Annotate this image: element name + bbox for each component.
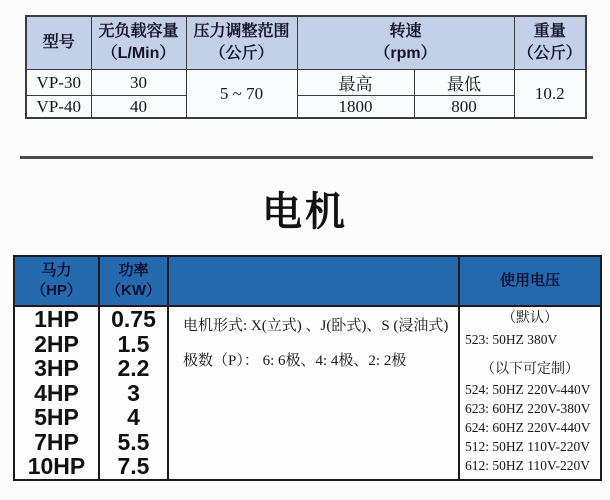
motor-header-row — [14, 256, 601, 306]
motor-voltage-column — [459, 306, 601, 480]
pump-header-model — [26, 16, 91, 70]
section-title: 电机 — [262, 190, 348, 234]
hp-value: 5HP — [34, 404, 79, 430]
pump-row-vp30 — [26, 70, 586, 96]
section-divider — [20, 156, 593, 159]
pump-speed-max-value: 1800 — [297, 96, 414, 119]
voltage-option: 512: 50HZ 110V-220V — [465, 439, 591, 454]
pump-weight-cell: 10.2 — [514, 70, 586, 119]
motor-spec-table — [13, 255, 602, 481]
pump-speed-min-value: 800 — [414, 96, 514, 119]
hp-value: 4HP — [34, 379, 79, 406]
pump-header-model-label: 型号 — [42, 34, 75, 51]
motor-body-row — [14, 306, 601, 480]
hp-value: 2HP — [34, 330, 79, 357]
voltage-default-label: （默认） — [502, 311, 558, 326]
motor-header-hp: 马力 （HP） — [14, 256, 99, 306]
pump-header-weight: 重量 （公斤） — [514, 16, 586, 70]
hp-value: 1HP — [34, 306, 79, 332]
kw-value: 0.75 — [111, 306, 156, 332]
motor-kw-column — [99, 306, 168, 480]
motor-notes-column — [168, 306, 459, 480]
kw-value: 1.5 — [117, 330, 150, 357]
motor-hp-column — [14, 306, 99, 480]
voltage-option: 612: 50HZ 110V-220V — [465, 458, 591, 473]
pump-capacity-cell: 30 — [91, 70, 186, 96]
pump-header-row — [26, 16, 586, 70]
kw-value: 3 — [127, 379, 140, 406]
motor-header-voltage: 使用电压 — [459, 256, 601, 306]
voltage-option: 623: 60HZ 220V-380V — [465, 401, 591, 416]
kw-value: 7.5 — [117, 453, 150, 479]
pump-header-capacity: 无负载容量 （L/Min） — [91, 16, 186, 70]
voltage-option: 624: 60HZ 220V-440V — [465, 420, 591, 435]
pump-model-cell: VP-30 — [26, 70, 91, 96]
motor-types-note: 电机形式: X(立式) 、J(卧式)、S (浸油式) — [183, 318, 449, 334]
hp-value: 3HP — [34, 355, 79, 381]
pump-header-speed: 转速 （rpm） — [297, 16, 514, 70]
pump-model-cell: VP-40 — [26, 96, 91, 119]
voltage-custom-label: （以下可定制） — [481, 362, 579, 377]
pump-header-pressure: 压力调整范围 （公斤） — [186, 16, 297, 70]
pole-numbers-note: 极数（P）： 6: 6极、4: 4极、2: 2极 — [183, 353, 407, 369]
kw-value: 5.5 — [117, 428, 150, 455]
pump-spec-table — [25, 15, 587, 119]
pump-row-vp40 — [26, 96, 586, 119]
voltage-default-value: 523: 50HZ 380V — [465, 332, 558, 347]
hp-value: 10HP — [27, 453, 86, 479]
kw-value: 4 — [127, 404, 140, 430]
hp-value: 7HP — [34, 428, 79, 455]
voltage-option: 524: 50HZ 220V-440V — [465, 382, 591, 397]
motor-header-spacer — [168, 256, 459, 306]
motor-header-kw: 功率 （KW） — [99, 256, 168, 306]
pump-speed-min-label: 最低 — [414, 70, 514, 96]
pump-pressure-range-cell: 5 ~ 70 — [186, 70, 297, 119]
pump-capacity-cell: 40 — [91, 96, 186, 119]
pump-speed-max-label: 最高 — [297, 70, 414, 96]
kw-value: 2.2 — [117, 355, 150, 381]
